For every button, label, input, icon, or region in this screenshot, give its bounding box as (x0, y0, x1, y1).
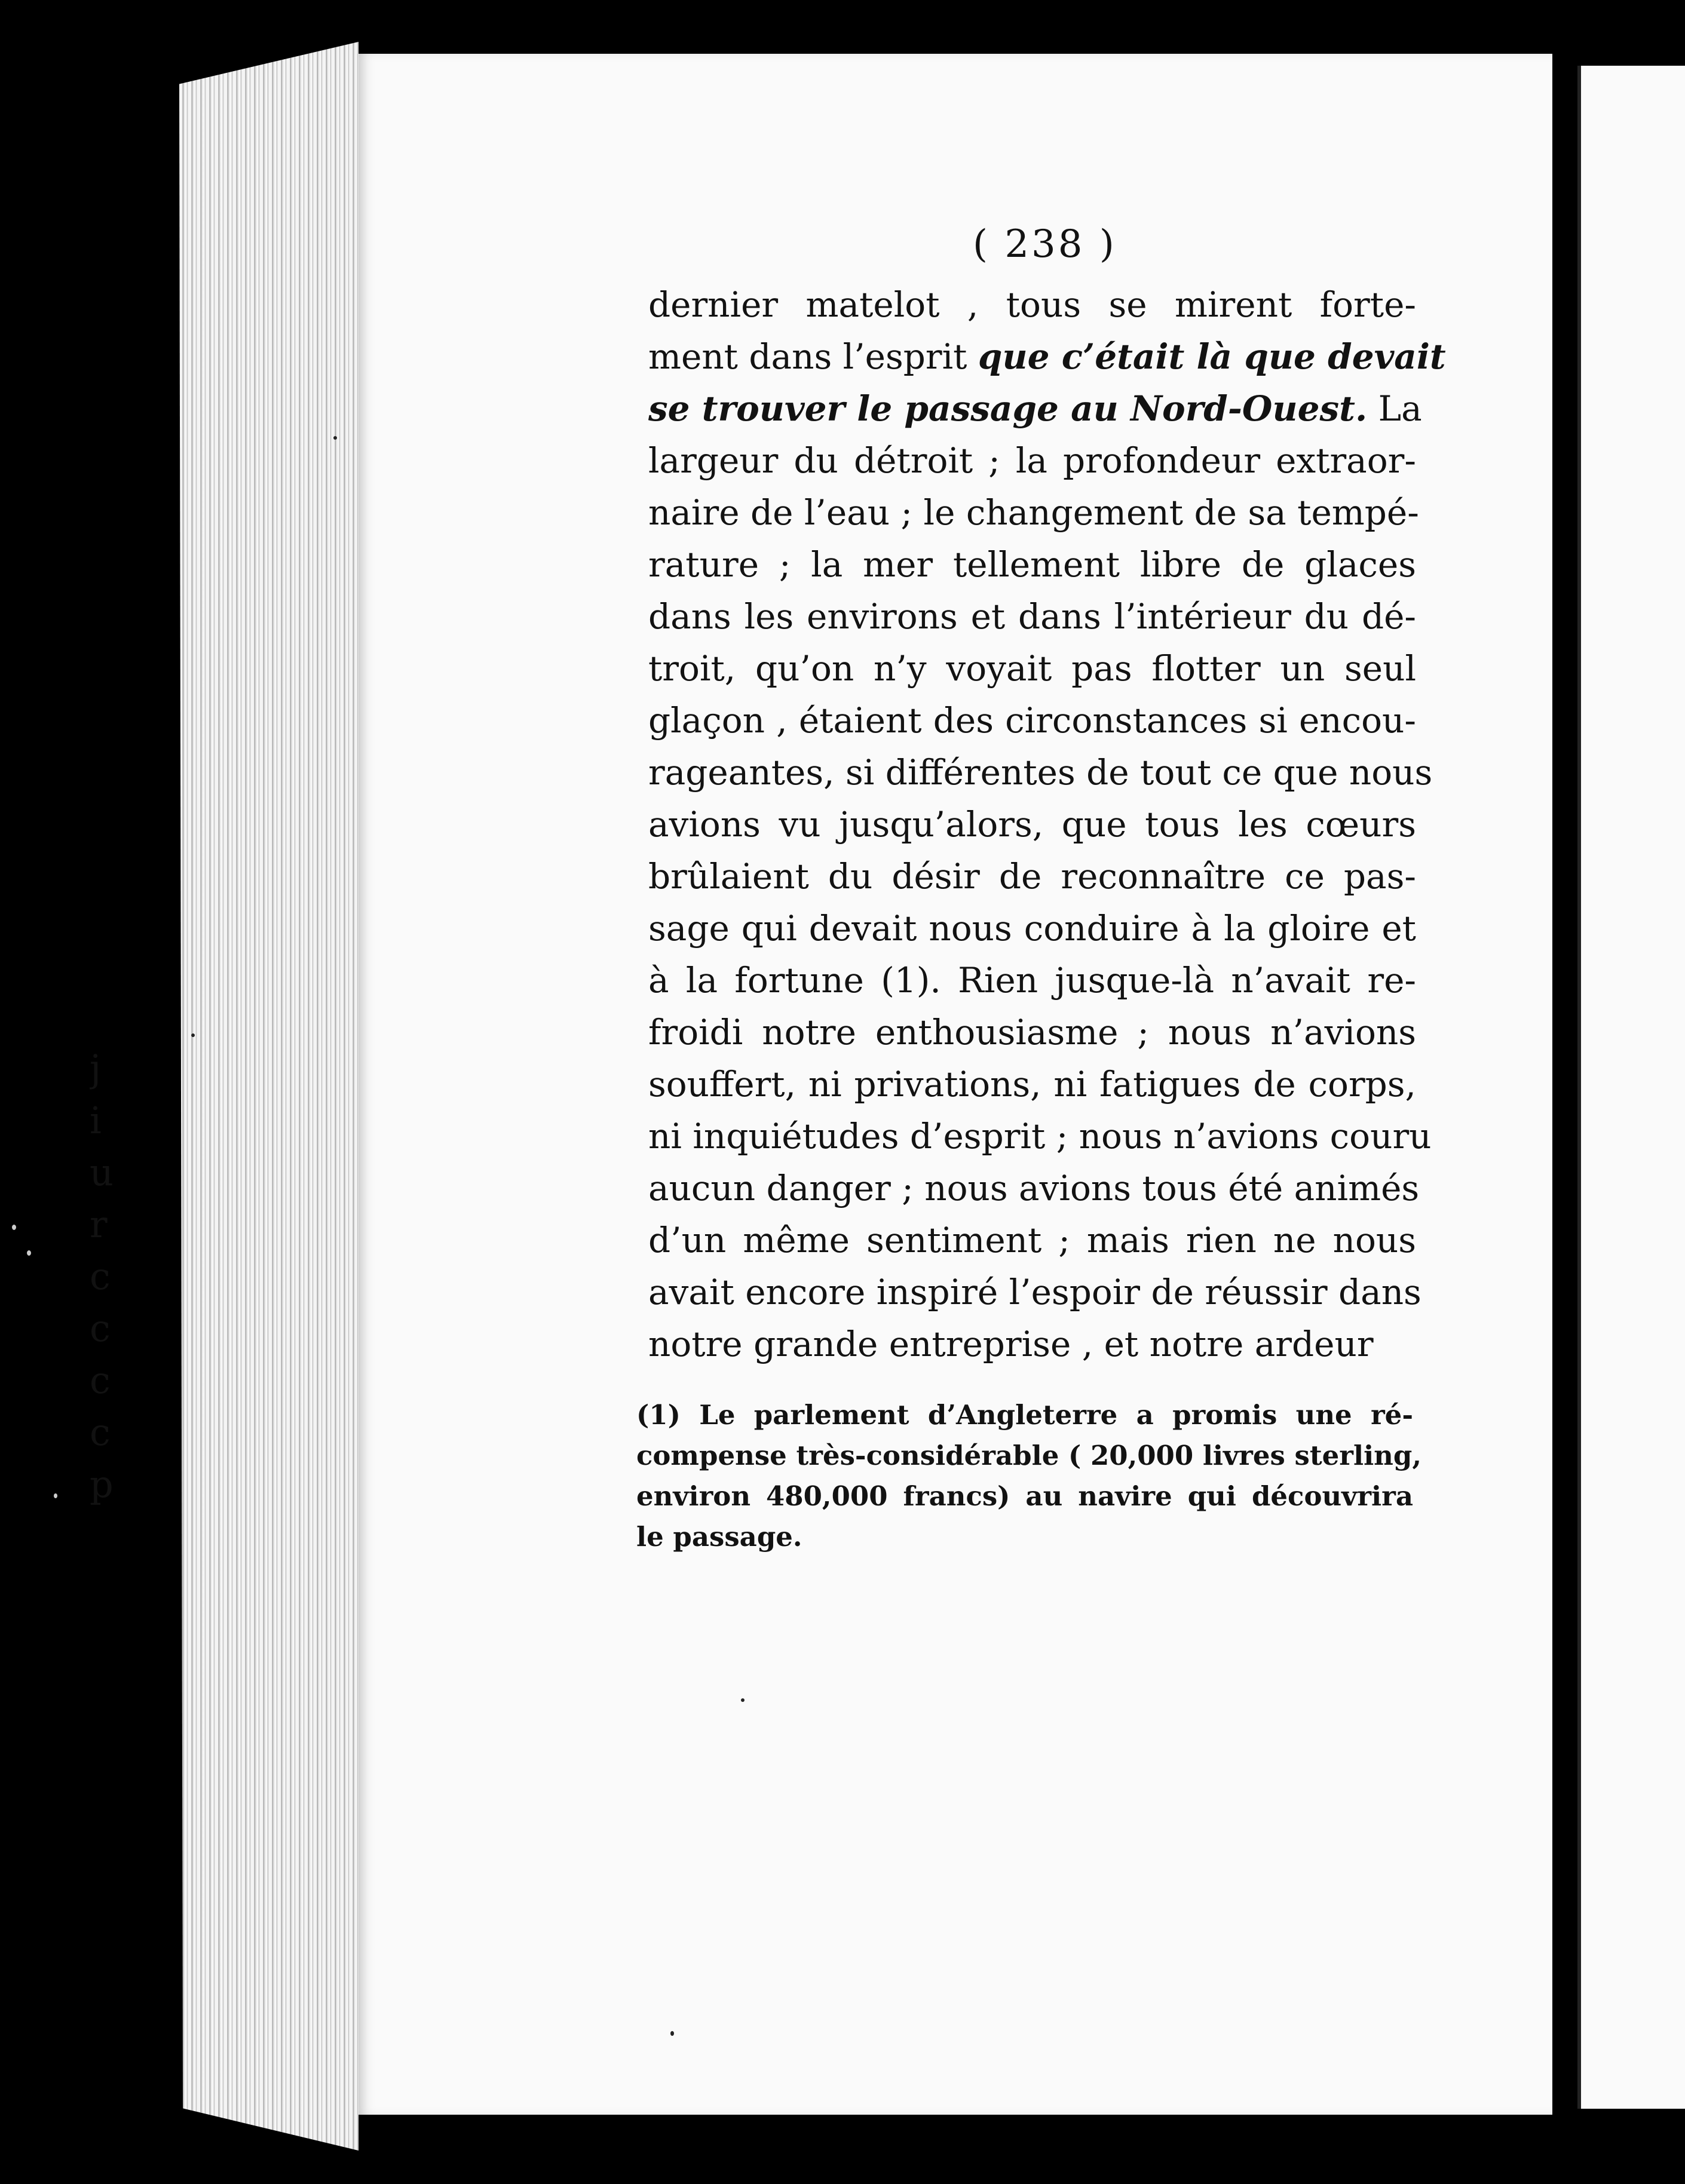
body-line (648, 747, 1433, 799)
body-line-segment: notre grande entreprise , et notre ardeur (648, 1324, 1374, 1364)
facing-page-fragment: j (90, 1047, 102, 1090)
body-line-segment: froidi notre enthousiasme ; nous n’avions (648, 1012, 1416, 1053)
footnote-line: compense très-considérable ( 20,000 livres sterling, (636, 1440, 1422, 1471)
scan-speck (12, 1225, 16, 1230)
body-line (648, 695, 1416, 747)
body-line (648, 903, 1416, 955)
body-line-segment: ment dans l’esprit (648, 336, 978, 377)
page-edges (179, 42, 359, 2151)
body-line (648, 331, 1446, 383)
body-line-segment: dernier matelot , tous se mirent forte- (648, 284, 1416, 325)
footnote (636, 1395, 1422, 1557)
body-line-segment: se trouver le passage au Nord-Ouest. (648, 388, 1368, 429)
body-line-segment: brûlaient du désir de reconnaître ce pas- (648, 856, 1416, 897)
facing-page-edge (1577, 66, 1685, 2109)
facing-page-fragment: i (90, 1099, 102, 1142)
scan-speck (191, 1033, 195, 1037)
body-line-segment: souffert, ni privations, ni fatigues de corps, (648, 1064, 1416, 1105)
body-line-segment: à la fortune (1). Rien jusque-là n’avait re- (648, 960, 1416, 1001)
body-line-segment: largeur du détroit ; la profondeur extraor- (648, 440, 1416, 481)
body-line (648, 435, 1416, 487)
body-text (648, 279, 1446, 1370)
body-line (648, 539, 1416, 591)
body-line (648, 1318, 1416, 1370)
footnote-line: le passage. (636, 1521, 802, 1553)
body-line-segment: dans les environs et dans l’intérieur du dé- (648, 596, 1416, 637)
body-line (648, 799, 1416, 851)
facing-page-fragment: r (90, 1203, 108, 1246)
body-line (648, 1214, 1416, 1266)
body-line-segment: rature ; la mer tellement libre de glaces (648, 544, 1416, 585)
footnote-line: (1) Le parlement d’Angleterre a promis une ré- (636, 1399, 1413, 1431)
body-line (648, 643, 1416, 695)
body-line-segment: troit, qu’on n’y voyait pas flotter un seul (648, 648, 1416, 689)
scan-speck (670, 2031, 674, 2036)
body-line (648, 1059, 1416, 1111)
body-line (648, 1266, 1421, 1318)
facing-page-fragment: c (90, 1358, 111, 1402)
scan-speck (741, 1698, 745, 1702)
facing-page-fragment: c (90, 1410, 111, 1454)
facing-page-fragment: c (90, 1254, 111, 1298)
body-line-segment: d’un même sentiment ; mais rien ne nous (648, 1220, 1416, 1260)
body-line-segment: naire de l’eau ; le changement de sa tempé- (648, 492, 1419, 533)
body-line-segment: que c’était là que devait (978, 336, 1446, 377)
facing-page-text-fragments (90, 1042, 114, 1510)
facing-page-fragment: c (90, 1306, 111, 1350)
body-line-segment: ni inquiétudes d’esprit ; nous n’avions couru (648, 1116, 1432, 1157)
body-line-segment: sage qui devait nous conduire à la gloire et (648, 908, 1416, 949)
body-line (648, 851, 1416, 903)
body-line-segment: glaçon , étaient des circonstances si encou- (648, 700, 1416, 741)
body-line (648, 955, 1416, 1007)
body-line-segment: rageantes, si différentes de tout ce que nous (648, 752, 1433, 793)
body-line-segment: avions vu jusqu’alors, que tous les cœurs (648, 804, 1416, 845)
body-line-segment: aucun danger ; nous avions tous été animés (648, 1168, 1420, 1208)
body-line (648, 1111, 1432, 1162)
footnote-line: environ 480,000 francs) au navire qui découvrira (636, 1480, 1413, 1512)
page-number: ( 238 ) (973, 222, 1117, 266)
scan-speck (54, 1493, 57, 1498)
body-line (648, 383, 1422, 435)
body-line-segment: avait encore inspiré l’espoir de réussir dans (648, 1272, 1421, 1312)
body-line (648, 591, 1416, 643)
body-line (648, 1007, 1416, 1059)
scan-speck (333, 436, 337, 440)
body-line-segment: La (1367, 388, 1422, 429)
facing-page-fragment: p (90, 1462, 114, 1506)
scan-speck (27, 1250, 31, 1256)
body-line (648, 1162, 1420, 1214)
facing-page-fragment: u (90, 1151, 114, 1194)
body-line (648, 279, 1416, 331)
body-line (648, 487, 1419, 539)
